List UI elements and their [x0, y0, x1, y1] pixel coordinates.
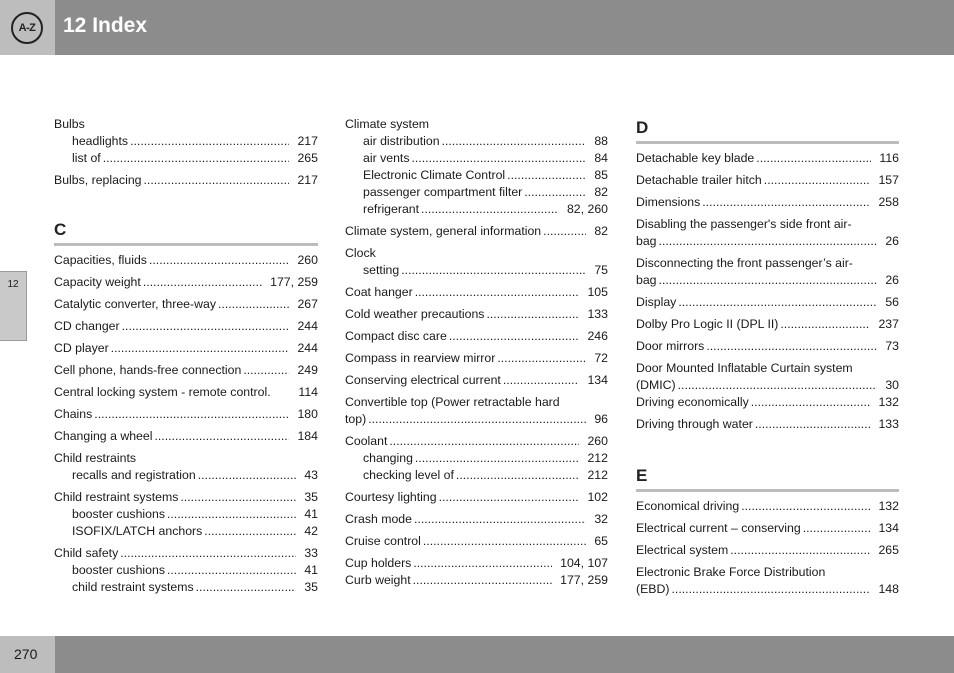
entry-text: Coolant [345, 434, 388, 448]
index-subentry[interactable] [54, 579, 318, 596]
index-entry[interactable] [636, 172, 899, 189]
entry-text: Bulbs, replacing [54, 173, 142, 187]
index-entry: Disabling the passenger's side front air- [636, 217, 852, 231]
page-title: 12 Index [63, 14, 148, 37]
page-reference[interactable]: 217 [297, 134, 318, 148]
entry-text: Electronic Climate Control [363, 168, 506, 182]
dot-leader [413, 555, 552, 572]
dot-leader [439, 489, 580, 506]
entry-text: Cold weather precautions [345, 307, 485, 321]
page-reference[interactable]: 88 [594, 134, 608, 148]
index-entry: Child restraints [54, 451, 137, 465]
index-entry[interactable] [345, 350, 608, 367]
dot-leader [120, 545, 296, 562]
index-entry[interactable] [345, 511, 608, 528]
entry-text: Detachable trailer hitch [636, 173, 762, 187]
entry-text: booster cushions [72, 563, 165, 577]
page-reference[interactable]: 132 [878, 395, 899, 409]
index-subentry[interactable] [54, 150, 318, 167]
dot-leader [456, 467, 580, 484]
page-reference[interactable]: 56 [885, 295, 899, 309]
dot-leader [702, 194, 870, 211]
index-entry: Electronic Brake Force Distribution [636, 565, 826, 579]
entry-text: setting [363, 263, 400, 277]
page-reference[interactable]: 246 [587, 329, 608, 343]
section-divider [636, 141, 899, 144]
page-reference[interactable]: 35 [304, 580, 318, 594]
entry-text: Chains [54, 407, 93, 421]
page-reference[interactable]: 41 [304, 563, 318, 577]
dot-leader [442, 133, 587, 150]
index-entry: Bulbs [54, 117, 85, 131]
chapter-icon-box [0, 0, 55, 55]
page-reference[interactable]: 267 [297, 297, 318, 311]
chapter-header [0, 0, 954, 55]
dot-leader [678, 377, 878, 394]
page-reference[interactable]: 75 [594, 263, 608, 277]
page-reference[interactable]: 65 [594, 534, 608, 548]
index-entry[interactable] [345, 372, 608, 389]
page-reference[interactable]: 33 [304, 546, 318, 560]
index-entry[interactable] [54, 296, 318, 313]
dot-leader [543, 223, 586, 240]
section-letter: C [54, 220, 67, 239]
index-entry[interactable] [636, 316, 899, 333]
entry-text: CD player [54, 341, 109, 355]
dot-leader [111, 340, 290, 357]
page-reference[interactable]: 102 [587, 490, 608, 504]
entry-text: refrigerant [363, 202, 420, 216]
page-reference[interactable]: 265 [878, 543, 899, 557]
dot-leader [507, 167, 586, 184]
dot-leader [421, 201, 559, 218]
dot-leader [415, 284, 580, 301]
dot-leader [503, 372, 580, 389]
index-entry[interactable] [345, 223, 608, 240]
index-entry: Climate system [345, 117, 430, 131]
dot-leader [243, 362, 289, 379]
entry-text: checking level of [363, 468, 454, 482]
entry-text: Cell phone, hands-free connection [54, 363, 242, 377]
page-reference[interactable]: 82 [594, 224, 608, 238]
index-entry[interactable] [636, 150, 899, 167]
page-reference[interactable]: 96 [594, 412, 608, 426]
dot-leader [130, 133, 289, 150]
page-reference[interactable]: 265 [297, 151, 318, 165]
entry-text: (DMIC) [636, 378, 676, 392]
entry-text: Electrical current – conserving [636, 521, 801, 535]
page-reference[interactable]: 82, 260 [566, 202, 608, 216]
entry-text: Child safety [54, 546, 119, 560]
dot-leader [671, 581, 870, 598]
index-entry[interactable] [345, 533, 608, 550]
index-entry[interactable] [54, 545, 318, 562]
index-entry[interactable] [54, 362, 318, 379]
index-entry[interactable] [345, 433, 608, 450]
entry-text: bag [636, 273, 657, 287]
entry-text: Child restraint systems [54, 490, 179, 504]
entry-text: Display [636, 295, 677, 309]
entry-text: Dolby Pro Logic II (DPL II) [636, 317, 779, 331]
section-divider [636, 489, 899, 492]
page-reference[interactable]: 184 [297, 429, 318, 443]
index-entry: Convertible top (Power retractable hard [345, 395, 560, 409]
page-reference[interactable]: 116 [879, 151, 899, 165]
index-entry[interactable] [636, 581, 899, 598]
index-entry[interactable] [636, 233, 899, 250]
entry-text: Electrical system [636, 543, 729, 557]
page-reference[interactable]: 177, 259 [560, 573, 608, 587]
entry-text: Driving through water [636, 417, 753, 431]
page-footer [0, 636, 954, 673]
index-entry[interactable] [54, 274, 318, 291]
entry-text: air distribution [363, 134, 440, 148]
index-entry[interactable] [636, 520, 899, 537]
page-reference[interactable]: 258 [878, 195, 899, 209]
page-number: 270 [14, 646, 38, 662]
index-subentry[interactable] [345, 150, 608, 167]
page-reference[interactable]: 41 [304, 507, 318, 521]
dot-leader [730, 542, 870, 559]
page-reference[interactable]: 180 [297, 407, 318, 421]
index-entry[interactable] [345, 555, 608, 572]
page-reference[interactable]: 104, 107 [560, 556, 608, 570]
entry-text: Cruise control [345, 534, 421, 548]
index-entry[interactable] [345, 328, 608, 345]
dot-leader [524, 184, 586, 201]
index-entry[interactable] [345, 284, 608, 301]
entry-text: ISOFIX/LATCH anchors [72, 524, 203, 538]
dot-leader [659, 272, 878, 289]
index-entry[interactable] [636, 377, 899, 394]
dot-leader [741, 498, 870, 515]
entry-text: air vents [363, 151, 410, 165]
entry-text: Courtesy lighting [345, 490, 437, 504]
dot-leader [149, 252, 290, 269]
dot-leader [497, 350, 586, 367]
entry-text: Changing a wheel [54, 429, 153, 443]
entry-text: (EBD) [636, 582, 670, 596]
entry-text: passenger compartment filter [363, 185, 523, 199]
dot-leader [411, 150, 586, 167]
entry-text: list of [72, 151, 101, 165]
index-entry[interactable] [345, 489, 608, 506]
page-reference[interactable]: 32 [594, 512, 608, 526]
dot-leader [143, 274, 262, 291]
index-subentry[interactable] [345, 184, 608, 201]
entry-text: recalls and registration [72, 468, 196, 482]
section-heading-e [636, 464, 899, 492]
page-reference[interactable]: 148 [878, 582, 899, 596]
page-reference[interactable]: 217 [297, 173, 318, 187]
section-divider [54, 243, 318, 246]
dot-leader [167, 562, 296, 579]
entry-text: Economical driving [636, 499, 740, 513]
index-subentry[interactable] [54, 467, 318, 484]
page-reference[interactable]: 177, 259 [270, 275, 318, 289]
dot-leader [144, 172, 290, 189]
dot-leader [415, 450, 580, 467]
index-entry[interactable] [54, 384, 318, 401]
dot-leader [678, 294, 877, 311]
page-reference[interactable]: 249 [297, 363, 318, 377]
entry-text: Capacities, fluids [54, 253, 147, 267]
dot-leader [414, 511, 586, 528]
dot-leader [486, 306, 579, 323]
page-reference[interactable]: 260 [297, 253, 318, 267]
page-reference[interactable]: 73 [885, 339, 899, 353]
entry-text: Curb weight [345, 573, 411, 587]
index-column-3 [636, 116, 899, 598]
entry-text: child restraint systems [72, 580, 194, 594]
page-reference[interactable]: 132 [878, 499, 899, 513]
entry-text: Detachable key blade [636, 151, 755, 165]
entry-text: CD changer [54, 319, 120, 333]
page-reference[interactable]: 114 [298, 385, 318, 399]
dot-leader [449, 328, 580, 345]
index-entry[interactable] [54, 406, 318, 423]
dot-leader [755, 416, 871, 433]
section-heading-c [54, 218, 318, 246]
index-subentry[interactable] [54, 562, 318, 579]
index-entry[interactable] [54, 340, 318, 357]
entry-text: Cup holders [345, 556, 412, 570]
page-reference[interactable]: 42 [304, 524, 318, 538]
index-entry[interactable] [636, 498, 899, 515]
page-reference[interactable]: 72 [594, 351, 608, 365]
page-reference[interactable]: 212 [587, 468, 608, 482]
dot-leader [413, 572, 553, 589]
page-reference[interactable]: 260 [587, 434, 608, 448]
entry-text: Driving economically [636, 395, 749, 409]
dot-leader [103, 150, 290, 167]
page-reference[interactable]: 43 [304, 468, 318, 482]
dot-leader [94, 406, 289, 423]
dot-leader [198, 467, 297, 484]
page-reference[interactable]: 82 [594, 185, 608, 199]
entry-text: Catalytic converter, three-way [54, 297, 216, 311]
index-entry[interactable] [345, 411, 608, 428]
page-reference[interactable]: 84 [594, 151, 608, 165]
page-reference[interactable]: 26 [885, 234, 899, 248]
index-entry[interactable] [345, 306, 608, 323]
entry-text: Conserving electrical current [345, 373, 501, 387]
index-entry[interactable] [636, 416, 899, 433]
entry-text: top) [345, 412, 367, 426]
page-reference[interactable]: 133 [878, 417, 899, 431]
page-reference[interactable]: 157 [878, 173, 899, 187]
index-entry[interactable] [54, 318, 318, 335]
index-column-1 [54, 116, 318, 596]
entry-text: booster cushions [72, 507, 165, 521]
entry-text: headlights [72, 134, 129, 148]
chapter-side-tab[interactable] [0, 271, 27, 341]
entry-text: Central locking system - remote control. [54, 385, 271, 399]
chapter-side-tab-label: 12 [7, 279, 19, 290]
page-reference[interactable]: 212 [587, 451, 608, 465]
index-entry: Clock [345, 246, 376, 260]
page-reference[interactable]: 134 [878, 521, 899, 535]
entry-text: Capacity weight [54, 275, 141, 289]
index-subentry[interactable] [345, 467, 608, 484]
index-entry[interactable] [54, 489, 318, 506]
entry-text: bag [636, 234, 657, 248]
entry-text: Compact disc care [345, 329, 447, 343]
dot-leader [196, 579, 297, 596]
index-entry[interactable] [636, 194, 899, 211]
index-subentry[interactable] [345, 450, 608, 467]
index-entry[interactable] [54, 172, 318, 189]
page-reference[interactable]: 30 [885, 378, 899, 392]
dot-leader [423, 533, 586, 550]
dot-leader [154, 428, 289, 445]
entry-text: changing [363, 451, 413, 465]
index-entry[interactable] [636, 542, 899, 559]
index-subentry[interactable] [54, 523, 318, 540]
index-entry: Disconnecting the front passenger’s air- [636, 256, 853, 270]
page-number-box [0, 636, 55, 673]
dot-leader [756, 150, 871, 167]
section-heading-d [636, 116, 899, 144]
dot-leader [389, 433, 579, 450]
page-reference[interactable]: 26 [885, 273, 899, 287]
index-subentry[interactable] [345, 167, 608, 184]
index-entry[interactable] [636, 394, 899, 411]
section-letter: D [636, 118, 649, 137]
index-entry[interactable] [636, 294, 899, 311]
dot-leader [218, 296, 289, 313]
index-column-2 [345, 116, 608, 589]
page-reference[interactable]: 133 [587, 307, 608, 321]
dot-leader [803, 520, 871, 537]
page-reference[interactable]: 134 [587, 373, 608, 387]
dot-leader [764, 172, 871, 189]
dot-leader [659, 233, 878, 250]
index-subentry[interactable] [345, 201, 608, 218]
dot-leader [706, 338, 877, 355]
section-letter: E [636, 466, 648, 485]
index-subentry[interactable] [345, 133, 608, 150]
dot-leader [167, 506, 296, 523]
dot-leader [204, 523, 296, 540]
index-entry[interactable] [54, 428, 318, 445]
entry-text: Door mirrors [636, 339, 705, 353]
dot-leader [401, 262, 586, 279]
index-entry[interactable] [54, 252, 318, 269]
index-entry: Door Mounted Inflatable Curtain system [636, 361, 853, 375]
entry-text: Crash mode [345, 512, 412, 526]
page-reference[interactable]: 85 [594, 168, 608, 182]
index-subentry[interactable] [345, 262, 608, 279]
entry-text: Compass in rearview mirror [345, 351, 496, 365]
page-reference[interactable]: 105 [587, 285, 608, 299]
index-subentry[interactable] [54, 133, 318, 150]
dot-leader [751, 394, 871, 411]
index-entry[interactable] [636, 272, 899, 289]
entry-text: Climate system, general information [345, 224, 542, 238]
page-reference[interactable]: 244 [297, 341, 318, 355]
index-entry[interactable] [345, 572, 608, 589]
index-subentry[interactable] [54, 506, 318, 523]
dot-leader [368, 411, 586, 428]
a-z-index-icon: A-Z [11, 12, 43, 44]
index-entry[interactable] [636, 338, 899, 355]
entry-text: Dimensions [636, 195, 701, 209]
dot-leader [122, 318, 290, 335]
entry-text: Coat hanger [345, 285, 413, 299]
dot-leader [180, 489, 296, 506]
page-reference[interactable]: 244 [297, 319, 318, 333]
page-reference[interactable]: 35 [304, 490, 318, 504]
dot-leader [780, 316, 870, 333]
page-reference[interactable]: 237 [878, 317, 899, 331]
